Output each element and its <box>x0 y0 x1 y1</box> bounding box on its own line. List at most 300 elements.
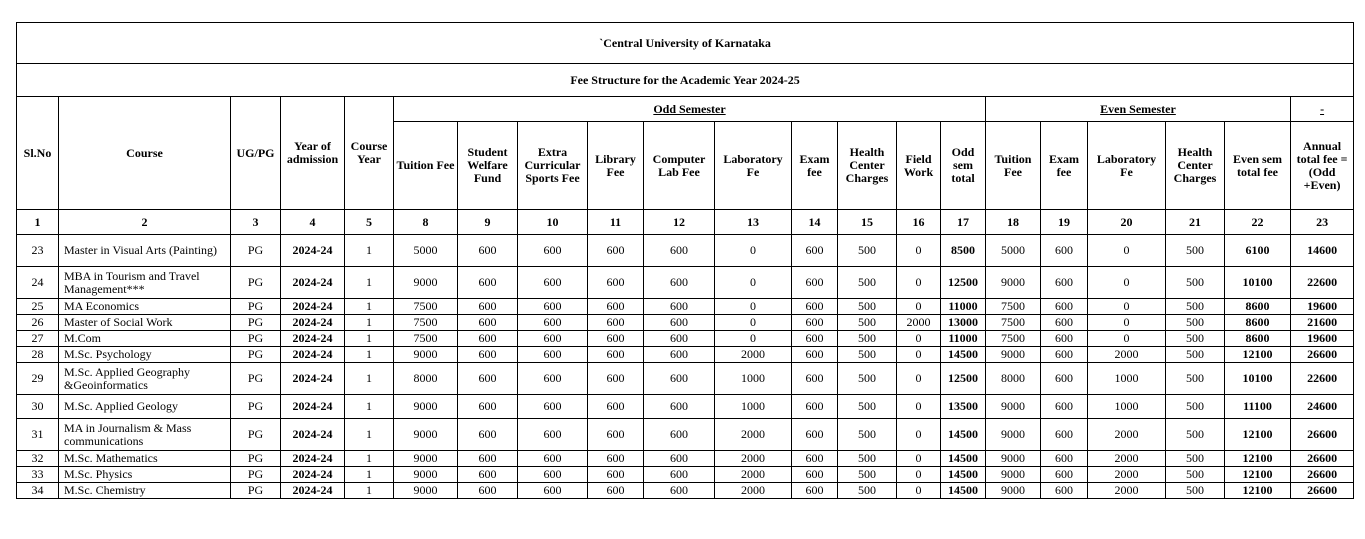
odd-exam-fee: 600 <box>792 267 838 299</box>
even-exam-fee: 600 <box>1041 467 1088 483</box>
column-index-cell: 17 <box>941 210 986 235</box>
even-health-charges: 500 <box>1166 483 1225 499</box>
course-year: 1 <box>345 331 394 347</box>
odd-tuition-fee: 9000 <box>394 267 458 299</box>
even-laboratory-fee: 0 <box>1088 315 1166 331</box>
annual-total: 24600 <box>1291 395 1354 419</box>
odd-exam-fee: 600 <box>792 467 838 483</box>
course-year: 1 <box>345 347 394 363</box>
column-index-cell: 1 <box>17 210 59 235</box>
even-exam-fee: 600 <box>1041 267 1088 299</box>
year-of-admission: 2024-24 <box>281 347 345 363</box>
year-of-admission: 2024-24 <box>281 419 345 451</box>
field-work: 0 <box>897 347 941 363</box>
even-tuition-fee: 9000 <box>986 267 1041 299</box>
sports-fee: 600 <box>518 451 588 467</box>
annual-total: 26600 <box>1291 451 1354 467</box>
even-health-charges: 500 <box>1166 467 1225 483</box>
course-name: M.Sc. Mathematics <box>59 451 231 467</box>
column-index-cell: 15 <box>838 210 897 235</box>
odd-exam-fee: 600 <box>792 331 838 347</box>
header-even-exam: Exam fee <box>1041 122 1088 210</box>
even-laboratory-fee: 1000 <box>1088 395 1166 419</box>
header-even-laboratory: Laboratory Fe <box>1088 122 1166 210</box>
course-year: 1 <box>345 299 394 315</box>
even-exam-fee: 600 <box>1041 299 1088 315</box>
header-welfare: Student Welfare Fund <box>458 122 518 210</box>
header-library: Library Fee <box>588 122 644 210</box>
sports-fee: 600 <box>518 235 588 267</box>
even-sem-total: 8600 <box>1225 315 1291 331</box>
library-fee: 600 <box>588 467 644 483</box>
odd-sem-total: 14500 <box>941 419 986 451</box>
even-sem-total: 8600 <box>1225 331 1291 347</box>
welfare-fund: 600 <box>458 315 518 331</box>
field-work: 0 <box>897 363 941 395</box>
even-laboratory-fee: 2000 <box>1088 467 1166 483</box>
table-row <box>17 483 1354 499</box>
table-row <box>17 395 1354 419</box>
even-health-charges: 500 <box>1166 451 1225 467</box>
field-work: 0 <box>897 467 941 483</box>
header-odd-total: Odd sem total <box>941 122 986 210</box>
computer-lab-fee: 600 <box>644 363 715 395</box>
odd-health-charges: 500 <box>838 419 897 451</box>
even-laboratory-fee: 1000 <box>1088 363 1166 395</box>
even-sem-total: 12100 <box>1225 467 1291 483</box>
even-laboratory-fee: 2000 <box>1088 347 1166 363</box>
welfare-fund: 600 <box>458 467 518 483</box>
even-laboratory-fee: 2000 <box>1088 419 1166 451</box>
odd-laboratory-fee: 0 <box>715 299 792 315</box>
even-semester-header: Even Semester <box>986 97 1291 122</box>
even-tuition-fee: 7500 <box>986 331 1041 347</box>
header-odd-exam: Exam fee <box>792 122 838 210</box>
field-work: 0 <box>897 331 941 347</box>
odd-exam-fee: 600 <box>792 299 838 315</box>
library-fee: 600 <box>588 235 644 267</box>
sl-no: 32 <box>17 451 59 467</box>
header-odd-tuition: Tuition Fee <box>394 122 458 210</box>
course-year: 1 <box>345 267 394 299</box>
ug-pg: PG <box>231 419 281 451</box>
course-year: 1 <box>345 467 394 483</box>
library-fee: 600 <box>588 363 644 395</box>
ug-pg: PG <box>231 347 281 363</box>
odd-health-charges: 500 <box>838 395 897 419</box>
column-index-cell: 23 <box>1291 210 1354 235</box>
even-health-charges: 500 <box>1166 315 1225 331</box>
column-index-cell: 4 <box>281 210 345 235</box>
welfare-fund: 600 <box>458 483 518 499</box>
column-index-cell: 9 <box>458 210 518 235</box>
table-row <box>17 235 1354 267</box>
computer-lab-fee: 600 <box>644 467 715 483</box>
even-health-charges: 500 <box>1166 267 1225 299</box>
course-name: M.Sc. Chemistry <box>59 483 231 499</box>
odd-health-charges: 500 <box>838 315 897 331</box>
sports-fee: 600 <box>518 483 588 499</box>
sl-no: 31 <box>17 419 59 451</box>
header-even-tuition: Tuition Fee <box>986 122 1041 210</box>
course-name: M.Sc. Psychology <box>59 347 231 363</box>
odd-sem-total: 13000 <box>941 315 986 331</box>
year-of-admission: 2024-24 <box>281 467 345 483</box>
even-sem-total: 12100 <box>1225 451 1291 467</box>
sl-no: 24 <box>17 267 59 299</box>
computer-lab-fee: 600 <box>644 419 715 451</box>
column-index-cell: 5 <box>345 210 394 235</box>
even-exam-fee: 600 <box>1041 395 1088 419</box>
ug-pg: PG <box>231 363 281 395</box>
sl-no: 29 <box>17 363 59 395</box>
ug-pg: PG <box>231 235 281 267</box>
even-health-charges: 500 <box>1166 395 1225 419</box>
even-sem-total: 8600 <box>1225 299 1291 315</box>
course-name: M.Sc. Physics <box>59 467 231 483</box>
library-fee: 600 <box>588 315 644 331</box>
column-index-cell: 21 <box>1166 210 1225 235</box>
ug-pg: PG <box>231 483 281 499</box>
table-row <box>17 267 1354 299</box>
computer-lab-fee: 600 <box>644 347 715 363</box>
course-name: MBA in Tourism and Travel Management*** <box>59 267 231 299</box>
even-sem-total: 10100 <box>1225 267 1291 299</box>
welfare-fund: 600 <box>458 419 518 451</box>
library-fee: 600 <box>588 299 644 315</box>
even-health-charges: 500 <box>1166 299 1225 315</box>
course-name: MA Economics <box>59 299 231 315</box>
course-year: 1 <box>345 363 394 395</box>
even-tuition-fee: 9000 <box>986 451 1041 467</box>
header-course: Course <box>59 97 231 210</box>
odd-tuition-fee: 9000 <box>394 395 458 419</box>
library-fee: 600 <box>588 483 644 499</box>
even-tuition-fee: 9000 <box>986 483 1041 499</box>
odd-exam-fee: 600 <box>792 347 838 363</box>
computer-lab-fee: 600 <box>644 483 715 499</box>
header-computer-lab: Computer Lab Fee <box>644 122 715 210</box>
even-tuition-fee: 7500 <box>986 299 1041 315</box>
year-of-admission: 2024-24 <box>281 315 345 331</box>
column-index-cell: 19 <box>1041 210 1088 235</box>
sl-no: 34 <box>17 483 59 499</box>
course-year: 1 <box>345 315 394 331</box>
odd-tuition-fee: 9000 <box>394 347 458 363</box>
header-odd-laboratory: Laboratory Fe <box>715 122 792 210</box>
even-exam-fee: 600 <box>1041 451 1088 467</box>
odd-laboratory-fee: 2000 <box>715 347 792 363</box>
odd-exam-fee: 600 <box>792 419 838 451</box>
sports-fee: 600 <box>518 315 588 331</box>
column-index-cell: 13 <box>715 210 792 235</box>
odd-laboratory-fee: 0 <box>715 267 792 299</box>
column-index-cell: 16 <box>897 210 941 235</box>
course-year: 1 <box>345 395 394 419</box>
header-slno: Sl.No <box>17 97 59 210</box>
field-work: 0 <box>897 299 941 315</box>
even-laboratory-fee: 0 <box>1088 331 1166 347</box>
ug-pg: PG <box>231 467 281 483</box>
library-fee: 600 <box>588 347 644 363</box>
odd-sem-total: 14500 <box>941 347 986 363</box>
course-year: 1 <box>345 235 394 267</box>
annual-total: 26600 <box>1291 483 1354 499</box>
table-row <box>17 363 1354 395</box>
even-tuition-fee: 9000 <box>986 347 1041 363</box>
odd-exam-fee: 600 <box>792 451 838 467</box>
field-work: 0 <box>897 267 941 299</box>
odd-health-charges: 500 <box>838 299 897 315</box>
even-tuition-fee: 5000 <box>986 235 1041 267</box>
odd-tuition-fee: 8000 <box>394 363 458 395</box>
header-annual-total: Annual total fee = (Odd +Even) <box>1291 122 1354 210</box>
odd-health-charges: 500 <box>838 331 897 347</box>
year-of-admission: 2024-24 <box>281 267 345 299</box>
sports-fee: 600 <box>518 267 588 299</box>
welfare-fund: 600 <box>458 299 518 315</box>
odd-sem-total: 12500 <box>941 363 986 395</box>
column-index-cell: 14 <box>792 210 838 235</box>
header-odd-health: Health Center Charges <box>838 122 897 210</box>
even-tuition-fee: 9000 <box>986 467 1041 483</box>
welfare-fund: 600 <box>458 347 518 363</box>
column-index-cell: 12 <box>644 210 715 235</box>
odd-laboratory-fee: 2000 <box>715 451 792 467</box>
annual-total: 26600 <box>1291 419 1354 451</box>
header-ugpg: UG/PG <box>231 97 281 210</box>
sports-fee: 600 <box>518 467 588 483</box>
sports-fee: 600 <box>518 331 588 347</box>
even-health-charges: 500 <box>1166 235 1225 267</box>
odd-tuition-fee: 9000 <box>394 419 458 451</box>
even-exam-fee: 600 <box>1041 315 1088 331</box>
header-course-year: Course Year <box>345 97 394 210</box>
computer-lab-fee: 600 <box>644 299 715 315</box>
annual-group-header: - <box>1291 97 1354 122</box>
sl-no: 33 <box>17 467 59 483</box>
even-tuition-fee: 9000 <box>986 419 1041 451</box>
sl-no: 30 <box>17 395 59 419</box>
annual-total: 26600 <box>1291 467 1354 483</box>
odd-sem-total: 14500 <box>941 483 986 499</box>
even-sem-total: 10100 <box>1225 363 1291 395</box>
welfare-fund: 600 <box>458 331 518 347</box>
ug-pg: PG <box>231 395 281 419</box>
odd-sem-total: 14500 <box>941 467 986 483</box>
year-of-admission: 2024-24 <box>281 483 345 499</box>
odd-health-charges: 500 <box>838 267 897 299</box>
column-index-cell: 20 <box>1088 210 1166 235</box>
sl-no: 23 <box>17 235 59 267</box>
year-of-admission: 2024-24 <box>281 299 345 315</box>
library-fee: 600 <box>588 451 644 467</box>
odd-laboratory-fee: 2000 <box>715 483 792 499</box>
odd-laboratory-fee: 2000 <box>715 467 792 483</box>
table-row <box>17 419 1354 451</box>
library-fee: 600 <box>588 267 644 299</box>
course-name: Master of Social Work <box>59 315 231 331</box>
welfare-fund: 600 <box>458 395 518 419</box>
ug-pg: PG <box>231 299 281 315</box>
even-sem-total: 6100 <box>1225 235 1291 267</box>
even-laboratory-fee: 0 <box>1088 299 1166 315</box>
course-name: M.Sc. Applied Geography &Geoinformatics <box>59 363 231 395</box>
column-index-cell: 18 <box>986 210 1041 235</box>
field-work: 0 <box>897 395 941 419</box>
even-exam-fee: 600 <box>1041 347 1088 363</box>
odd-laboratory-fee: 0 <box>715 315 792 331</box>
computer-lab-fee: 600 <box>644 451 715 467</box>
odd-sem-total: 14500 <box>941 451 986 467</box>
even-tuition-fee: 8000 <box>986 363 1041 395</box>
field-work: 2000 <box>897 315 941 331</box>
sl-no: 25 <box>17 299 59 315</box>
table-row <box>17 347 1354 363</box>
odd-health-charges: 500 <box>838 235 897 267</box>
odd-tuition-fee: 7500 <box>394 299 458 315</box>
annual-total: 19600 <box>1291 331 1354 347</box>
course-name: Master in Visual Arts (Painting) <box>59 235 231 267</box>
odd-semester-header: Odd Semester <box>394 97 986 122</box>
header-year-of-admission: Year of admission <box>281 97 345 210</box>
odd-sem-total: 8500 <box>941 235 986 267</box>
odd-sem-total: 13500 <box>941 395 986 419</box>
welfare-fund: 600 <box>458 267 518 299</box>
welfare-fund: 600 <box>458 235 518 267</box>
even-health-charges: 500 <box>1166 419 1225 451</box>
annual-total: 22600 <box>1291 267 1354 299</box>
document-subtitle: Fee Structure for the Academic Year 2024-25 <box>17 64 1354 97</box>
odd-health-charges: 500 <box>838 467 897 483</box>
sports-fee: 600 <box>518 363 588 395</box>
odd-exam-fee: 600 <box>792 395 838 419</box>
table-row <box>17 451 1354 467</box>
column-index-cell: 8 <box>394 210 458 235</box>
odd-tuition-fee: 9000 <box>394 483 458 499</box>
welfare-fund: 600 <box>458 363 518 395</box>
field-work: 0 <box>897 451 941 467</box>
odd-tuition-fee: 9000 <box>394 451 458 467</box>
column-index-cell: 22 <box>1225 210 1291 235</box>
even-laboratory-fee: 0 <box>1088 235 1166 267</box>
course-name: M.Sc. Applied Geology <box>59 395 231 419</box>
odd-laboratory-fee: 0 <box>715 235 792 267</box>
odd-tuition-fee: 9000 <box>394 467 458 483</box>
odd-health-charges: 500 <box>838 483 897 499</box>
even-tuition-fee: 7500 <box>986 315 1041 331</box>
even-exam-fee: 600 <box>1041 235 1088 267</box>
even-exam-fee: 600 <box>1041 419 1088 451</box>
odd-exam-fee: 600 <box>792 315 838 331</box>
course-name: M.Com <box>59 331 231 347</box>
even-sem-total: 12100 <box>1225 347 1291 363</box>
even-sem-total: 11100 <box>1225 395 1291 419</box>
header-sports: Extra Curricular Sports Fee <box>518 122 588 210</box>
odd-sem-total: 11000 <box>941 331 986 347</box>
header-field-work: Field Work <box>897 122 941 210</box>
annual-total: 19600 <box>1291 299 1354 315</box>
odd-laboratory-fee: 1000 <box>715 395 792 419</box>
computer-lab-fee: 600 <box>644 315 715 331</box>
odd-sem-total: 11000 <box>941 299 986 315</box>
computer-lab-fee: 600 <box>644 331 715 347</box>
sports-fee: 600 <box>518 419 588 451</box>
even-exam-fee: 600 <box>1041 331 1088 347</box>
ug-pg: PG <box>231 451 281 467</box>
header-even-total: Even sem total fee <box>1225 122 1291 210</box>
annual-total: 21600 <box>1291 315 1354 331</box>
odd-tuition-fee: 5000 <box>394 235 458 267</box>
library-fee: 600 <box>588 419 644 451</box>
annual-total: 26600 <box>1291 347 1354 363</box>
column-index-cell: 3 <box>231 210 281 235</box>
odd-health-charges: 500 <box>838 451 897 467</box>
column-index-row <box>17 210 1354 235</box>
ug-pg: PG <box>231 267 281 299</box>
even-health-charges: 500 <box>1166 347 1225 363</box>
even-health-charges: 500 <box>1166 363 1225 395</box>
computer-lab-fee: 600 <box>644 267 715 299</box>
course-name: MA in Journalism & Mass communications <box>59 419 231 451</box>
even-sem-total: 12100 <box>1225 483 1291 499</box>
sports-fee: 600 <box>518 299 588 315</box>
table-row <box>17 331 1354 347</box>
odd-tuition-fee: 7500 <box>394 331 458 347</box>
odd-exam-fee: 600 <box>792 363 838 395</box>
year-of-admission: 2024-24 <box>281 395 345 419</box>
annual-total: 14600 <box>1291 235 1354 267</box>
year-of-admission: 2024-24 <box>281 451 345 467</box>
year-of-admission: 2024-24 <box>281 363 345 395</box>
annual-total: 22600 <box>1291 363 1354 395</box>
sl-no: 26 <box>17 315 59 331</box>
computer-lab-fee: 600 <box>644 235 715 267</box>
course-year: 1 <box>345 483 394 499</box>
even-laboratory-fee: 2000 <box>1088 451 1166 467</box>
odd-laboratory-fee: 2000 <box>715 419 792 451</box>
course-year: 1 <box>345 451 394 467</box>
odd-laboratory-fee: 1000 <box>715 363 792 395</box>
odd-sem-total: 12500 <box>941 267 986 299</box>
table-row <box>17 299 1354 315</box>
column-index-cell: 11 <box>588 210 644 235</box>
odd-tuition-fee: 7500 <box>394 315 458 331</box>
even-laboratory-fee: 2000 <box>1088 483 1166 499</box>
odd-laboratory-fee: 0 <box>715 331 792 347</box>
column-index-cell: 10 <box>518 210 588 235</box>
even-laboratory-fee: 0 <box>1088 267 1166 299</box>
sl-no: 28 <box>17 347 59 363</box>
even-tuition-fee: 9000 <box>986 395 1041 419</box>
table-row <box>17 467 1354 483</box>
even-exam-fee: 600 <box>1041 483 1088 499</box>
computer-lab-fee: 600 <box>644 395 715 419</box>
year-of-admission: 2024-24 <box>281 331 345 347</box>
fee-structure-table <box>16 22 1354 499</box>
field-work: 0 <box>897 419 941 451</box>
odd-exam-fee: 600 <box>792 235 838 267</box>
header-even-health: Health Center Charges <box>1166 122 1225 210</box>
library-fee: 600 <box>588 331 644 347</box>
ug-pg: PG <box>231 331 281 347</box>
table-row <box>17 315 1354 331</box>
odd-health-charges: 500 <box>838 363 897 395</box>
sports-fee: 600 <box>518 395 588 419</box>
even-sem-total: 12100 <box>1225 419 1291 451</box>
field-work: 0 <box>897 235 941 267</box>
course-year: 1 <box>345 419 394 451</box>
